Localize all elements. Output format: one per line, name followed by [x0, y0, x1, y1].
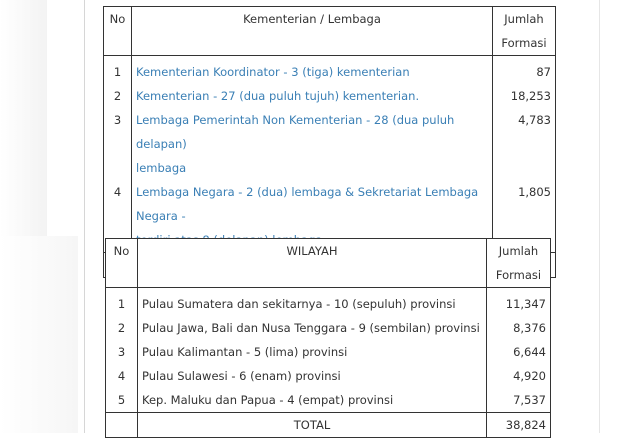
row-count: 87: [493, 60, 556, 84]
institution-link[interactable]: Kementerian - 27 (dua puluh tujuh) kementerian.: [136, 89, 420, 103]
institution-link[interactable]: Kementerian Koordinator - 3 (tiga) kementerian: [136, 65, 410, 79]
row-no: 4: [104, 180, 132, 253]
row-region: Kep. Maluku dan Papua - 4 (empat) provinsi: [138, 388, 487, 413]
content-divider: [599, 0, 600, 433]
table-row: [104, 84, 556, 108]
row-no: 3: [106, 340, 138, 364]
row-institution[interactable]: [132, 108, 493, 180]
page-margin-shade: [0, 236, 78, 433]
row-no: 4: [106, 364, 138, 388]
table-row: [104, 60, 556, 84]
total-row: [106, 413, 551, 438]
header-count: [493, 7, 556, 56]
region-formation-table: [105, 238, 551, 438]
table-row: [106, 388, 551, 413]
row-count: 11,347: [487, 292, 551, 316]
row-no: 5: [106, 388, 138, 413]
row-region: Pulau Kalimantan - 5 (lima) provinsi: [138, 340, 487, 364]
header-count-line2: Formasi: [501, 36, 547, 50]
table-header-row: [104, 7, 556, 56]
header-region: WILAYAH: [138, 239, 487, 288]
row-count: 1,805: [493, 180, 556, 253]
content-divider: [84, 0, 85, 433]
header-count-line1: Jumlah: [498, 244, 539, 258]
row-no: 1: [106, 292, 138, 316]
row-institution[interactable]: [132, 60, 493, 84]
table-header-row: [106, 239, 551, 288]
total-label: TOTAL: [138, 413, 487, 438]
institution-link-cont[interactable]: lembaga: [136, 161, 187, 175]
table-row: [106, 292, 551, 316]
row-count: 6,644: [487, 340, 551, 364]
header-count-line1: Jumlah: [504, 12, 544, 26]
row-count: 18,253: [493, 84, 556, 108]
header-count-line2: Formasi: [495, 268, 542, 282]
page-margin-shade: [0, 0, 47, 236]
row-no: 2: [106, 316, 138, 340]
row-no: 3: [104, 108, 132, 180]
row-count: 4,783: [493, 108, 556, 180]
row-count: 8,376: [487, 316, 551, 340]
table-row: [106, 316, 551, 340]
header-count: [487, 239, 551, 288]
row-no: 2: [104, 84, 132, 108]
row-region: Pulau Sulawesi - 6 (enam) provinsi: [138, 364, 487, 388]
header-no: No: [104, 7, 132, 56]
row-count: 7,537: [487, 388, 551, 413]
total-value: 38,824: [487, 413, 551, 438]
table-row: [104, 108, 556, 180]
row-count: 4,920: [487, 364, 551, 388]
row-region: Pulau Jawa, Bali dan Nusa Tenggara - 9 (sembilan) provinsi: [138, 316, 487, 340]
table-row: [106, 364, 551, 388]
institution-link[interactable]: Lembaga Pemerintah Non Kementerian - 28 (dua puluh delapan): [136, 113, 455, 151]
table-row: [106, 340, 551, 364]
institution-link[interactable]: Lembaga Negara - 2 (dua) lembaga & Sekretariat Lembaga Negara -: [136, 185, 479, 223]
header-institution: Kementerian / Lembaga: [132, 7, 493, 56]
row-institution[interactable]: [132, 84, 493, 108]
header-no: No: [106, 239, 138, 288]
row-region: Pulau Sumatera dan sekitarnya - 10 (sepuluh) provinsi: [138, 292, 487, 316]
row-no: 1: [104, 60, 132, 84]
